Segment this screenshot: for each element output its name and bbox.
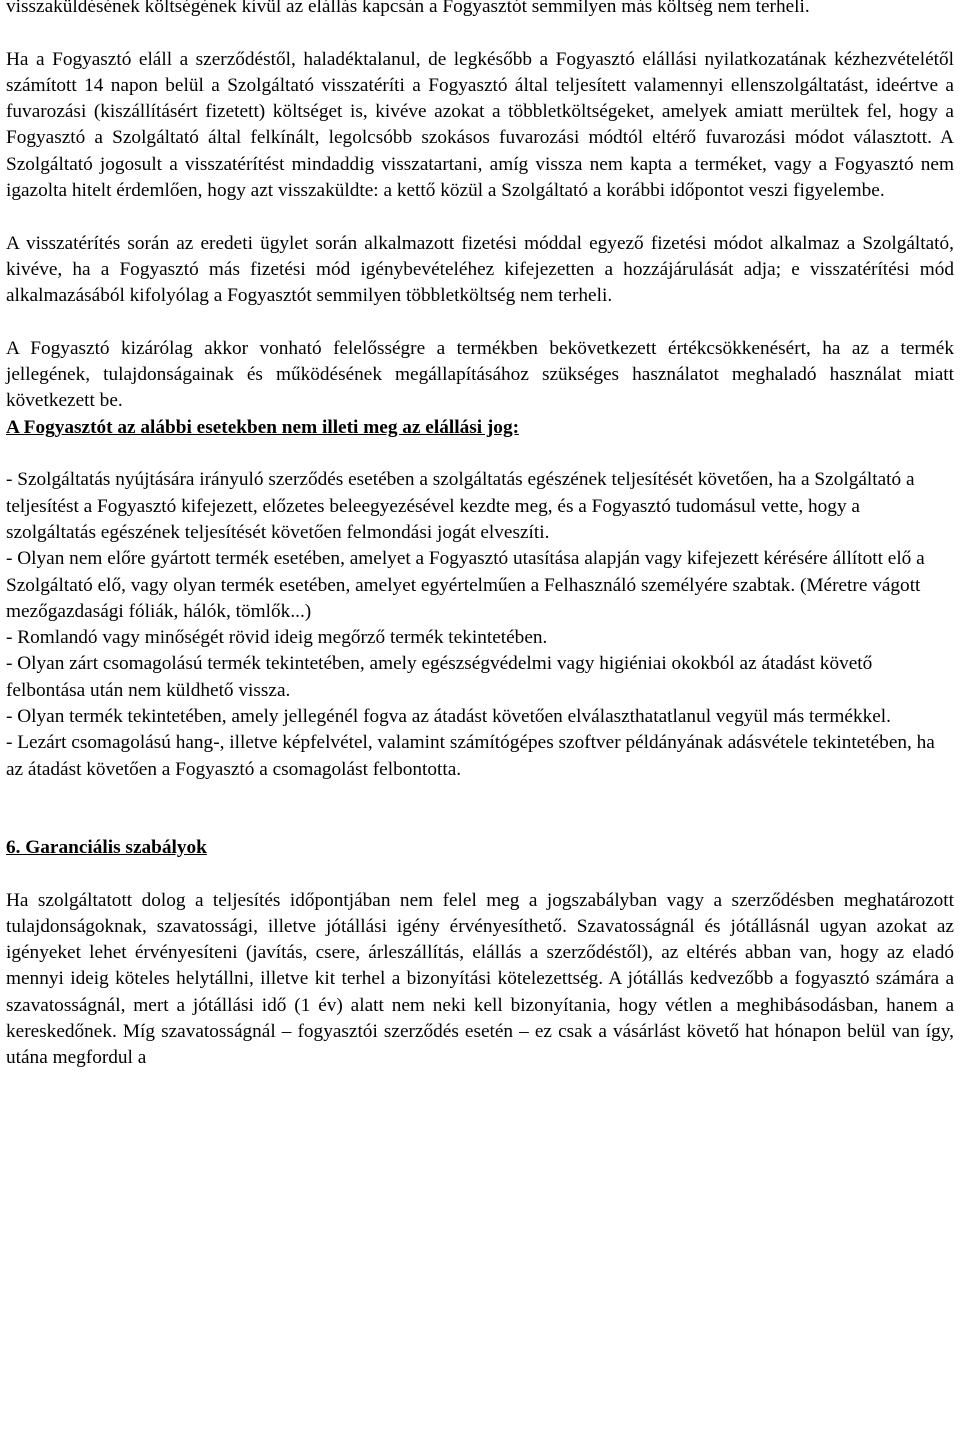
exclusion-item: - Romlandó vagy minőségét rövid ideig megőrző termék tekintetében. xyxy=(6,627,548,649)
warranty-paragraph: Ha szolgáltatott dolog a teljesítés időpontjában nem felel meg a jogszabályban vagy a szerződésben meghatározott tulajdonságoknak, szavatossági, illetve jótállási igény érvényesíthető. Szavatosságnál és jótállásnál ugyan azokat az igényeket lehet érvényesíteni (javítás, csere, árleszállítás, elállás a szerződéstől), az eltérés abban van, hogy az eladó mennyi ideig köteles helytállni, illetve kit terhel a bizonyítási kötelezettség. A jótállás kedvezőbb a fogyasztó számára a szavatosságnál, mert a jótállási idő (1 év) alatt nem neki kell bizonyítania, hogy vétlen a meghibásodásban, hanem a kereskedőnek. Míg szavatosságnál – fogyasztói szerződés esetén – ez csak a vásárlást követő hat hónapon belül van így, utána megfordul a xyxy=(6,889,954,1069)
refund-method-paragraph: A visszatérítés során az eredeti ügylet során alkalmazott fizetési móddal egyező fizetési módot alkalmaz a Szolgáltató, kivéve, ha a Fogyasztó más fizetési mód igénybevételéhez kifejezetten a hozzájárulását adja; e visszatérítési mód alkalmazásából kifolyólag a Fogyasztót semmilyen többletköltség nem terheli. xyxy=(6,232,954,307)
exclusion-item: - Olyan termék tekintetében, amely jellegénél fogva az átadást követően elválaszthatatlanul vegyül más termékkel. xyxy=(6,706,891,728)
intro-fragment: visszaküldésének költségének kívül az elállás kapcsán a Fogyasztót semmilyen más költség nem terheli. xyxy=(6,0,810,17)
document-page xyxy=(6,0,954,1072)
exclusion-item: - Olyan nem előre gyártott termék esetében, amelyet a Fogyasztó utasítása alapján vagy kifejezett kérésére állított elő a Szolgáltató elő, vagy olyan termék esetében, amelyet egyértelműen a Felhasználó személyére szabtak. (Méretre vágott mezőgazdasági fóliák, hálók, tömlők...) xyxy=(6,548,925,622)
exclusions-heading: A Fogyasztót az alábbi esetekben nem illeti meg az elállási jog: xyxy=(6,416,520,438)
refund-paragraph: Ha a Fogyasztó eláll a szerződéstől, haladéktalanul, de legkésőbb a Fogyasztó elállási nyilatkozatának kézhezvételétől számított 14 napon belül a Szolgáltató visszatéríti a Fogyasztó által teljesített valamennyi ellenszolgáltatást, ideértve a fuvarozási (kiszállításért fizetett) költséget is, kivéve azokat a többletköltségeket, amelyek amiatt merültek fel, hogy a Fogyasztó a Szolgáltató által felkínált, legolcsóbb szokásos fuvarozási módtól eltérő fuvarozási módot választott. A Szolgáltató jogosult a visszatérítést mindaddig visszatartani, amíg vissza nem kapta a terméket, vagy a Fogyasztó nem igazolta hitelt érdemlően, hogy azt visszaküldte: a kettő közül a Szolgáltató a korábbi időpontot veszi figyelembe. xyxy=(6,48,954,202)
exclusion-item: - Olyan zárt csomagolású termék tekintetében, amely egészségvédelmi vagy higiéniai okokból az átadást követő felbontása után nem küldhető vissza. xyxy=(6,653,873,701)
exclusion-item: - Szolgáltatás nyújtására irányuló szerződés esetében a szolgáltatás egészének teljesítését követően, ha a Szolgáltató a teljesítést a Fogyasztó kifejezett, előzetes beleegyezésével kezdte meg, és a Fogyasztó tudomásul vette, hogy a szolgáltatás egészének teljesítését követően felmondási jogát elveszíti. xyxy=(6,469,915,543)
liability-paragraph: A Fogyasztó kizárólag akkor vonható felelősségre a termékben bekövetkezett értékcsökkenésért, ha az a termék jellegének, tulajdonságainak és működésének megállapításához szükséges használatot meghaladó használat miatt következett be. xyxy=(6,337,954,412)
section-heading: 6. Garanciális szabályok xyxy=(6,836,207,858)
exclusion-item: - Lezárt csomagolású hang-, illetve képfelvétel, valamint számítógépes szoftver példányának adásvétele tekintetében, ha az átadást követően a Fogyasztó a csomagolást felbontotta. xyxy=(6,732,935,780)
exclusions-list xyxy=(6,467,954,783)
